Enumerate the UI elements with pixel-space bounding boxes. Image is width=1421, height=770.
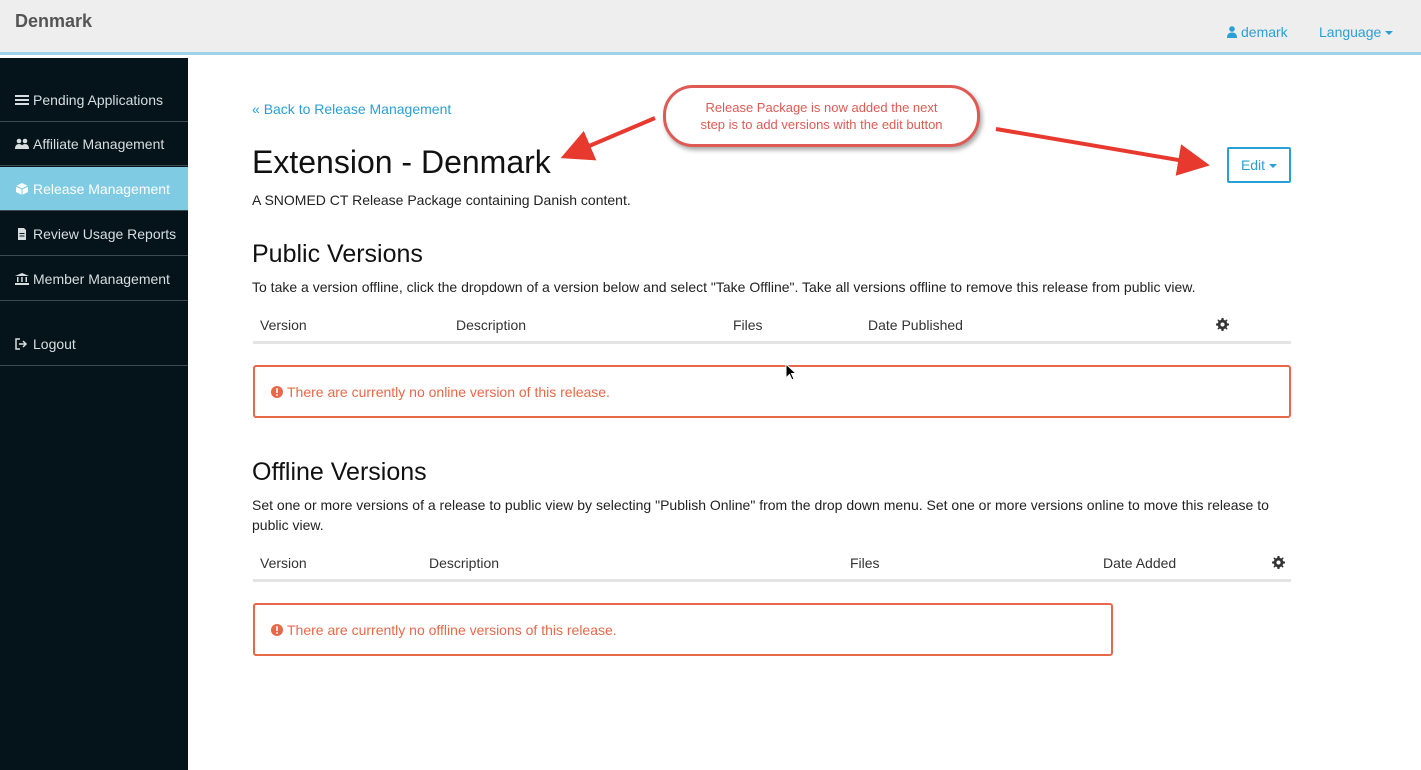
user-menu[interactable] — [1227, 24, 1288, 40]
column-header-files: Files — [733, 317, 763, 333]
file-text-icon — [15, 228, 29, 240]
brand-title[interactable]: Denmark — [15, 11, 93, 31]
users-icon — [15, 138, 29, 150]
mouse-cursor-icon — [785, 363, 797, 381]
back-link-label: Back to Release Management — [263, 101, 452, 117]
column-header-date-added: Date Added — [1103, 555, 1177, 571]
column-header-description: Description — [456, 317, 527, 333]
public-versions-title: Public Versions — [252, 240, 423, 268]
caret-down-icon — [1385, 31, 1393, 35]
language-dropdown[interactable] — [1319, 24, 1393, 40]
list-icon — [15, 94, 29, 106]
public-versions-description: To take a version offline, click the dropdown of a version below and select "Take Offline". Take all versions offline to remove this release from public view. — [252, 279, 1196, 295]
language-label: Language — [1319, 24, 1382, 40]
offline-versions-table-header — [253, 555, 1291, 582]
sidebar-item-label: Member Management — [33, 270, 170, 287]
edit-label: Edit — [1240, 157, 1266, 173]
sidebar-item-label: Logout — [33, 335, 76, 352]
offline-versions-description: Set one or more versions of a release to public view by selecting "Publish Online" from the drop down menu. Set one or more versions online to move this release to public view. — [252, 497, 1269, 533]
sidebar-item-label: Affiliate Management — [33, 135, 165, 152]
sidebar-item-label: Review Usage Reports — [33, 225, 177, 242]
caret-down-icon — [1269, 164, 1277, 168]
sign-out-icon — [15, 338, 29, 350]
column-header-description: Description — [429, 555, 500, 571]
back-to-release-management-link[interactable] — [252, 101, 451, 117]
sidebar-item-affiliate-management[interactable] — [0, 122, 188, 166]
gear-icon[interactable] — [1216, 318, 1229, 331]
sidebar-item-pending-applications[interactable] — [0, 78, 188, 122]
exclamation-circle-icon — [271, 386, 283, 398]
column-header-date-published: Date Published — [868, 317, 963, 333]
edit-dropdown-button[interactable] — [1227, 147, 1291, 183]
sidebar-item-label: Pending Applications — [33, 91, 163, 108]
annotation-callout — [663, 85, 980, 147]
sidebar-item-review-usage-reports[interactable] — [0, 212, 188, 256]
user-name: demark — [1241, 24, 1288, 40]
release-description: A SNOMED CT Release Package containing Danish content. — [252, 192, 631, 208]
gear-icon[interactable] — [1272, 556, 1285, 569]
annotation-line-1: Release Package is now added the next — [705, 100, 938, 115]
no-offline-versions-alert — [253, 603, 1113, 656]
column-header-version: Version — [260, 317, 307, 333]
public-versions-table-header — [253, 317, 1291, 344]
arrow-to-edit-button — [996, 129, 1202, 164]
column-header-version: Version — [260, 555, 307, 571]
cube-icon — [15, 183, 29, 195]
sidebar-item-label: Release Management — [33, 180, 170, 197]
sidebar-item-release-management[interactable] — [0, 167, 188, 211]
institution-icon — [15, 273, 29, 285]
offline-versions-title: Offline Versions — [252, 458, 427, 486]
alert-message: There are currently no online version of this release. — [287, 383, 610, 400]
double-chevron-left-icon: « — [252, 101, 260, 117]
exclamation-circle-icon — [271, 624, 283, 636]
column-header-files: Files — [850, 555, 880, 571]
sidebar-item-member-management[interactable] — [0, 257, 188, 301]
arrow-to-title — [568, 118, 655, 155]
top-navbar — [0, 0, 1421, 55]
sidebar-item-logout[interactable] — [0, 322, 188, 366]
sidebar — [0, 58, 188, 770]
page-title: Extension - Denmark — [252, 144, 551, 180]
alert-message: There are currently no offline versions of this release. — [287, 621, 617, 638]
no-online-versions-alert — [253, 365, 1291, 418]
user-icon — [1227, 26, 1237, 38]
annotation-line-2: step is to add versions with the edit button — [700, 117, 943, 132]
